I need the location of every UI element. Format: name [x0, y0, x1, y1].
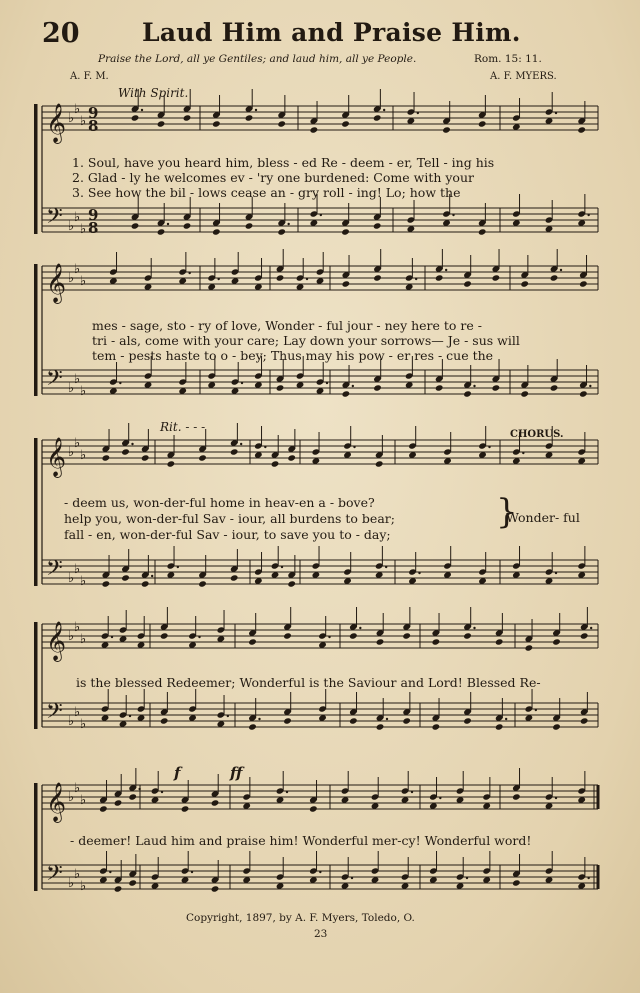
flat-icon: ♭	[68, 629, 75, 644]
note-head	[248, 638, 257, 645]
flat-icon: ♭	[68, 111, 75, 126]
time-signature-top: 9	[88, 206, 99, 224]
note-head	[276, 384, 285, 391]
verse-3-line-3: fall - en, won-der-ful Sav - iour, to save you to - day;	[64, 527, 391, 542]
dot	[385, 566, 387, 568]
dot	[320, 214, 322, 216]
dot	[188, 272, 190, 274]
flat-icon: ♭	[80, 879, 87, 894]
dot	[590, 627, 592, 629]
time-signature-bottom: 8	[88, 219, 99, 237]
note-head	[245, 222, 254, 229]
dot	[119, 382, 121, 384]
note-head	[211, 799, 220, 806]
note-head	[287, 580, 296, 587]
note-head	[157, 228, 166, 235]
note-head	[157, 120, 166, 127]
note-head	[181, 805, 190, 812]
treble-clef-icon: 𝄞	[46, 263, 67, 303]
dot	[287, 223, 289, 225]
flat-icon: ♭	[74, 867, 81, 882]
note-head	[463, 280, 472, 287]
dot	[240, 443, 242, 445]
verse-3-line-2: tem - pests haste to o - bey; Thus may his pow - er res - cue the	[92, 348, 494, 363]
system-bracket	[34, 622, 38, 729]
flat-icon: ♭	[80, 574, 87, 589]
note-head	[512, 793, 521, 800]
note-head	[492, 274, 501, 281]
dot	[111, 636, 113, 638]
system-bracket	[34, 438, 38, 586]
dot	[255, 109, 257, 111]
refrain-start-lyric: Wonder- ful	[506, 510, 580, 525]
verse-2-line-1: 2. Glad - ly he welcomes ev - 'ry one burdened: Come with your	[72, 170, 474, 185]
note-head	[131, 114, 140, 121]
note-head	[552, 638, 561, 645]
flat-icon: ♭	[74, 372, 81, 387]
flat-icon: ♭	[68, 381, 75, 396]
note-head	[373, 114, 382, 121]
note-head	[552, 723, 561, 730]
flat-icon: ♭	[74, 262, 81, 277]
note-head	[276, 274, 285, 281]
dot	[555, 572, 557, 574]
flat-icon: ♭	[80, 793, 87, 808]
dot	[306, 278, 308, 280]
note-head	[121, 448, 130, 455]
note-head	[373, 384, 382, 391]
note-head	[114, 885, 123, 892]
final-barline	[597, 865, 600, 889]
note-head	[478, 120, 487, 127]
dot	[161, 791, 163, 793]
bass-clef-icon: 𝄢	[46, 556, 63, 586]
note-head	[141, 580, 150, 587]
dot	[258, 718, 260, 720]
dot	[138, 788, 140, 790]
scripture-reference: Rom. 15: 11.	[474, 53, 542, 65]
note-head	[525, 644, 534, 651]
note-head	[277, 228, 286, 235]
bass-clef-icon: 𝄢	[46, 699, 63, 729]
dot	[555, 112, 557, 114]
dot	[167, 223, 169, 225]
note-head	[183, 114, 192, 121]
dot	[319, 871, 321, 873]
note-head	[495, 638, 504, 645]
treble-clef-icon: 𝄞	[46, 782, 67, 822]
note-head	[478, 228, 487, 235]
verse-2-line-2: tri - als, come with your care; Lay down your sorrows— Je - sus will	[92, 333, 520, 348]
chorus-label: CHORUS.	[510, 429, 564, 440]
note-head	[402, 717, 411, 724]
hymn-title: Laud Him and Praise Him.	[142, 18, 521, 47]
note-head	[310, 126, 319, 133]
flat-icon: ♭	[80, 274, 87, 289]
chorus-line-2: - deemer! Laud him and praise him! Wonderful mer-cy! Wonderful word!	[70, 833, 532, 848]
note-head	[128, 793, 137, 800]
dot	[383, 109, 385, 111]
bass-clef-icon: 𝄢	[46, 861, 63, 891]
tempo-marking: With Spirit.	[118, 86, 189, 100]
flat-icon: ♭	[80, 448, 87, 463]
dot	[281, 566, 283, 568]
system-bracket	[34, 104, 38, 234]
dot	[241, 382, 243, 384]
note-head	[435, 274, 444, 281]
note-head	[512, 879, 521, 886]
dot	[452, 214, 454, 216]
dot	[129, 715, 131, 717]
flat-icon: ♭	[80, 222, 87, 237]
dot	[286, 791, 288, 793]
treble-clef-icon: 𝄞	[46, 621, 67, 661]
dot	[587, 877, 589, 879]
dot	[415, 278, 417, 280]
note-head	[341, 120, 350, 127]
note-head	[183, 222, 192, 229]
flat-icon: ♭	[68, 219, 75, 234]
flat-icon: ♭	[74, 562, 81, 577]
note-head	[245, 114, 254, 121]
note-head	[198, 454, 207, 461]
note-head	[402, 632, 411, 639]
note-head	[283, 717, 292, 724]
flat-icon: ♭	[68, 876, 75, 891]
note-head	[463, 390, 472, 397]
flat-icon: ♭	[80, 717, 87, 732]
note-head	[128, 879, 137, 886]
ritardando-marking: Rit. - - -	[160, 420, 206, 434]
note-head	[341, 228, 350, 235]
dot	[353, 446, 355, 448]
note-head	[342, 390, 351, 397]
verse-2-line-3: help you, won-der-ful Sav - iour, all burdens to bear;	[64, 511, 395, 526]
note-head	[520, 280, 529, 287]
dot	[466, 877, 468, 879]
note-head	[198, 580, 207, 587]
dot	[488, 446, 490, 448]
dynamic-fortissimo: ff	[230, 764, 243, 782]
flat-icon: ♭	[74, 781, 81, 796]
note-head	[342, 280, 351, 287]
music-composer: A. F. MYERS.	[490, 71, 557, 82]
note-head	[102, 580, 111, 587]
dot	[417, 112, 419, 114]
flat-icon: ♭	[74, 620, 81, 635]
dot	[505, 718, 507, 720]
flat-icon: ♭	[74, 102, 81, 117]
flat-icon: ♭	[68, 445, 75, 460]
words-author: A. F. M.	[70, 71, 109, 82]
dot	[191, 871, 193, 873]
note-head	[212, 228, 221, 235]
flat-icon: ♭	[74, 436, 81, 451]
verse-1-line-2: mes - sage, sto - ry of love, Wonder - ful jour - ney here to re -	[92, 318, 482, 333]
note-head	[580, 632, 589, 639]
dot	[589, 385, 591, 387]
chorus-line-1: is the blessed Redeemer; Wonderful is the Saviour and Lord! Blessed Re-	[76, 675, 541, 690]
dot	[151, 575, 153, 577]
note-head	[121, 574, 130, 581]
dot	[386, 718, 388, 720]
flat-icon: ♭	[68, 714, 75, 729]
dot	[109, 871, 111, 873]
hymn-number: 20	[42, 18, 80, 49]
dynamic-forte: f	[174, 764, 181, 782]
note-head	[211, 885, 220, 892]
system-bracket	[34, 783, 38, 891]
note-head	[550, 274, 559, 281]
time-signature-bottom: 8	[88, 117, 99, 135]
note-head	[463, 717, 472, 724]
note-head	[463, 632, 472, 639]
note-head	[230, 448, 239, 455]
note-head	[309, 805, 318, 812]
flat-icon: ♭	[68, 271, 75, 286]
note-head	[550, 384, 559, 391]
dot	[359, 627, 361, 629]
dot	[473, 385, 475, 387]
note-head	[579, 390, 588, 397]
note-head	[271, 460, 280, 467]
flat-icon: ♭	[68, 571, 75, 586]
dot	[439, 797, 441, 799]
note-head	[432, 638, 441, 645]
note-head	[373, 222, 382, 229]
flat-icon: ♭	[80, 114, 87, 129]
note-head	[577, 126, 586, 133]
dot	[411, 791, 413, 793]
note-head	[160, 632, 169, 639]
note-head	[102, 454, 111, 461]
verse-1-line-1: 1. Soul, have you heard him, bless - ed Re - deem - er, Tell - ing his	[72, 155, 495, 170]
note-head	[212, 120, 221, 127]
note-head	[432, 723, 441, 730]
dot	[326, 382, 328, 384]
system-bracket	[34, 264, 38, 396]
note-head	[442, 126, 451, 133]
flat-icon: ♭	[74, 210, 81, 225]
flat-icon: ♭	[74, 705, 81, 720]
verse-1-line-3: - deem us, won-der-ful home in heav-en a - bove?	[64, 495, 375, 510]
dot	[445, 269, 447, 271]
note-head	[141, 454, 150, 461]
dot	[131, 443, 133, 445]
note-head	[520, 390, 529, 397]
note-head	[277, 120, 286, 127]
note-head	[114, 799, 123, 806]
dot	[217, 278, 219, 280]
treble-clef-icon: 𝄞	[46, 103, 67, 143]
note-head	[160, 717, 169, 724]
dot	[177, 566, 179, 568]
dot	[535, 709, 537, 711]
note-head	[435, 384, 444, 391]
note-head	[349, 717, 358, 724]
note-head	[580, 717, 589, 724]
note-head	[376, 638, 385, 645]
note-head	[131, 222, 140, 229]
note-head	[373, 274, 382, 281]
dot	[198, 636, 200, 638]
note-head	[495, 723, 504, 730]
final-barline	[597, 785, 600, 809]
note-head	[287, 454, 296, 461]
verse-3-line-1: 3. See how the bil - lows cease an - gry roll - ing! Lo; how the	[72, 185, 461, 200]
time-signature-top: 9	[88, 104, 99, 122]
dot	[328, 636, 330, 638]
note-head	[99, 805, 108, 812]
note-head	[283, 632, 292, 639]
lyric-brace: }	[496, 492, 518, 532]
dot	[351, 877, 353, 879]
flat-icon: ♭	[80, 384, 87, 399]
treble-clef-icon: 𝄞	[46, 437, 67, 477]
dot	[560, 269, 562, 271]
dot	[473, 627, 475, 629]
scripture-quote: Praise the Lord, all ye Gentiles; and laud him, all ye People.	[98, 53, 417, 65]
flat-icon: ♭	[80, 632, 87, 647]
copyright-notice: Copyright, 1897, by A. F. Myers, Toledo, O.	[186, 912, 415, 924]
dot	[227, 715, 229, 717]
note-head	[492, 384, 501, 391]
dot	[141, 109, 143, 111]
bass-clef-icon: 𝄢	[46, 366, 63, 396]
dot	[555, 797, 557, 799]
dot	[264, 446, 266, 448]
bass-clef-icon: 𝄢	[46, 204, 63, 234]
dot	[587, 214, 589, 216]
dot	[522, 452, 524, 454]
note-head	[248, 723, 257, 730]
note-head	[167, 460, 176, 467]
note-head	[375, 460, 384, 467]
note-head	[579, 280, 588, 287]
note-head	[349, 632, 358, 639]
dot	[352, 385, 354, 387]
note-head	[376, 723, 385, 730]
note-head	[230, 574, 239, 581]
page-number: 23	[314, 928, 328, 940]
flat-icon: ♭	[68, 790, 75, 805]
dot	[418, 572, 420, 574]
